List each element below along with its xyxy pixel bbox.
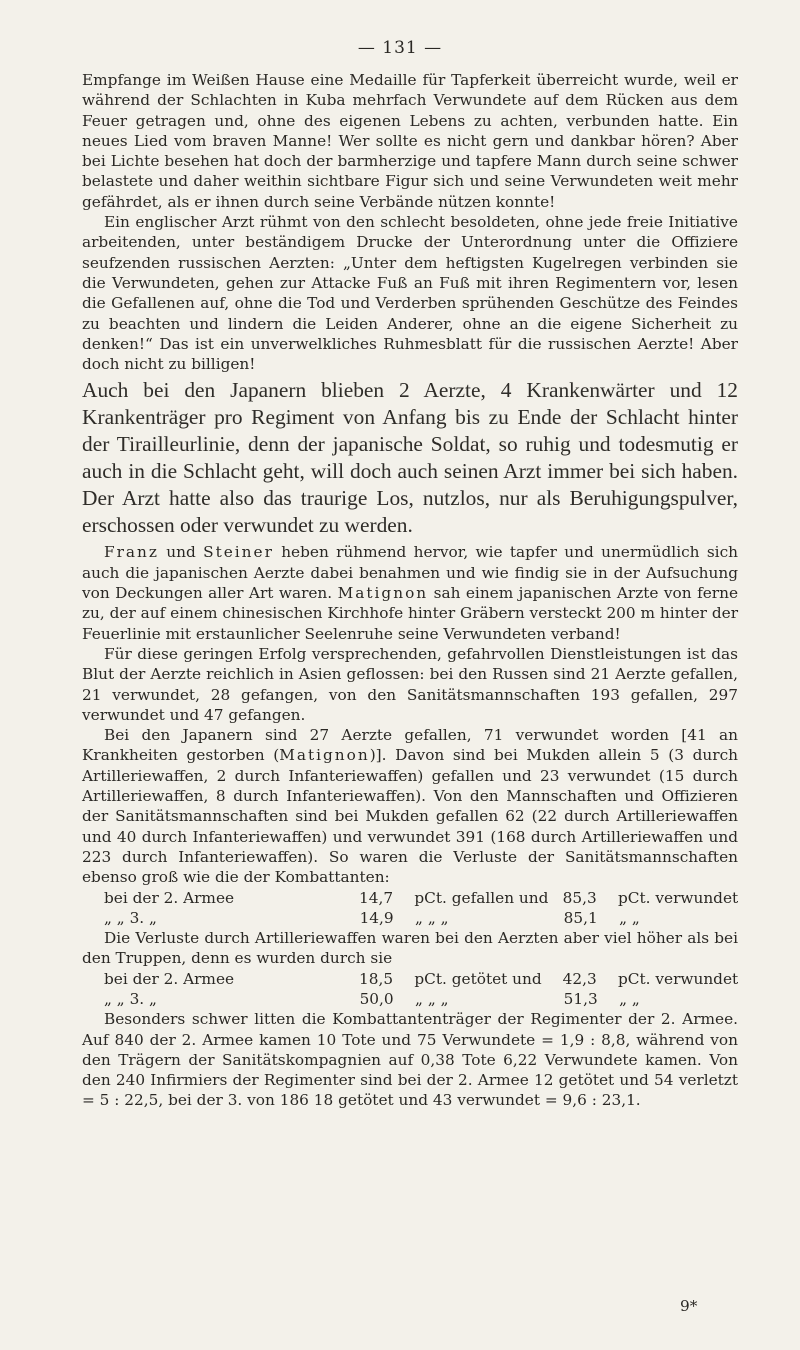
table-cell: „ „ 3. „ (104, 989, 157, 1008)
table-cell: „ „ 3. „ (104, 908, 157, 927)
paragraph-2: Ein englischer Arzt rühmt von den schlecht besoldeten, ohne jede freie Initiative arbeitenden, unter beständigem Drucke der Unterordnung unter die Offiziere seufzenden russischen Aerzten: „Unter dem heftigsten Kugelregen verbinden sie die Verwundeten, gehen zur Attacke Fuß an Fuß mit ihren Regimentern vor, lesen die Gefallenen auf, ohne die Tod und Verderben sprühenden Geschütze des Feindes zu beachten und lindern die Leiden Anderer, ohne an die eigene Sicherheit zu denken!“ Das ist ein unverwelkliches Ruhmesblatt für die russischen Aerzte! Aber doch nicht zu billigen! (82, 213, 738, 374)
author-name-matignon: Matignon (337, 584, 429, 603)
table-cell: pCt. verwundet (618, 969, 739, 988)
table-cell: 51,3 (563, 989, 598, 1008)
table-cell: pCt. verwundet (618, 888, 739, 907)
paragraph-5 (82, 725, 738, 887)
table-cell: bei der 2. Armee (104, 888, 235, 907)
table-row (82, 969, 738, 989)
losses-table-2 (82, 969, 738, 1010)
table-cell: bei der 2. Armee (104, 969, 235, 988)
paragraph-5-text-b: )]. Davon sind bei Mukden allein 5 (3 durch Artilleriewaffen, 2 durch Infanteriewaffen) gefallen und 23 verwundet (15 durch Artilleriewaffen, 8 durch Infanteriewaffen). Von den Mannschaften und Offizieren der Sanitätsmannschaften sind bei Mukden gefallen 62 (22 durch Artilleriewaffen und 40 durch Infanteriewaffen) und verwundet 391 (168 durch Artilleriewaffen und 223 durch Infanteriewaffen). So waren die Verluste der Sanitätsmannschaften ebenso groß wie die der Kombattanten: (82, 746, 738, 887)
conjunction: und (158, 543, 204, 562)
table-cell: „ „ (619, 989, 640, 1008)
table-cell: pCt. getötet und (414, 969, 542, 988)
paragraph-7: Besonders schwer litten die Kombattantenträger der Regimenter der 2. Armee. Auf 840 der 2. Armee kamen 10 Tote und 75 Verwundete = 1,9 : 8,8, während von den Trägern der Sanitätskompagnien auf 0,38 Tote 6,22 Verwundete kamen. Von den 240 Infirmiers der Regimenter sind bei der 2. Armee 12 getötet und 54 verletzt = 5 : 22,5, bei der 3. von 186 18 getötet und 43 verwundet = 9,6 : 23,1. (82, 1010, 738, 1110)
author-name-steiner: Steiner (203, 543, 274, 562)
table-cell: pCt. gefallen und (414, 888, 549, 907)
printer-signature-mark: 9* (680, 1297, 698, 1315)
paragraph-3-text-2: sah einem japanischen Arzte von ferne zu, der auf einem chinesischen Kirchhofe hinter Gräbern versteckt 200 m hinter der Feuerlinie mit erstaunlicher Seelenruhe seine Verwundeten verband! (82, 584, 739, 643)
table-cell: 14,9 (359, 908, 394, 927)
author-name-matignon-2: Matignon (279, 746, 370, 765)
table-cell: „ „ (619, 908, 640, 927)
table-cell: 14,7 (359, 888, 394, 907)
losses-table-1 (82, 888, 738, 929)
table-cell: 18,5 (359, 969, 394, 988)
paragraph-3-text: heben rühmend hervor, wie tapfer und unermüdlich sich auch die japanischen Aerzte dabei benahmen und wie findig sie in der Aufsuchung von Deckungen aller Art waren. (82, 543, 738, 603)
author-name-franz: Franz (104, 543, 159, 562)
table-cell: „ „ „ (415, 989, 449, 1008)
table-cell: 85,3 (562, 888, 597, 907)
paragraph-5-text-a: Bei den Japanern sind 27 Aerzte gefallen, 71 verwundet worden [41 an Krankheiten gestorben ( (82, 726, 738, 765)
page-body (82, 70, 738, 1111)
paragraph-1: Empfange im Weißen Hause eine Medaille für Tapferkeit überreicht wurde, weil er während der Schlachten in Kuba mehrfach Verwundete auf dem Rücken aus dem Feuer getragen und, ohne des eigenen Lebens zu achten, verbunden hatte. Ein neues Lied vom braven Manne! Wer sollte es nicht gern und dankbar hören? Aber bei Lichte besehen hat doch der barmherzige und tapfere Mann durch seine schwer belastete und daher weithin sichtbare Figur sich und seine Verwundeten weit mehr gefährdet, als er ihnen durch seine Verbände nützen konnte! (82, 71, 738, 211)
table-row (82, 888, 738, 908)
paragraph-4: Für diese geringen Erfolg versprechenden, gefahrvollen Dienstleistungen ist das Blut der Aerzte reichlich in Asien geflossen: bei den Russen sind 21 Aerzte gefallen, 21 verwundet, 28 gefangen, von den Sanitätsmannschaften 193 gefallen, 297 verwundet und 47 gefangen. (82, 644, 738, 724)
paragraph-3 (82, 542, 738, 643)
table-row (82, 908, 738, 928)
paragraph-6: Die Verluste durch Artilleriewaffen waren bei den Aerzten aber viel höher als bei den Truppen, denn es wurden durch sie (82, 929, 738, 968)
table-cell: 50,0 (359, 989, 394, 1008)
table-cell: 42,3 (562, 969, 597, 988)
large-type-paragraph: Auch bei den Japanern blieben 2 Aerzte, 4 Krankenwärter und 12 Krankenträger pro Regiment von Anfang bis zu Ende der Schlacht hinter der Tiraillеurlinie, denn der japanische Soldat, so ruhig und todesmutig er auch in die Schlacht geht, will doch auch seinen Arzt immer bei sich haben. Der Arzt hatte also das traurige Los, nutzlos, nur als Beruhigungspulver, erschossen oder verwundet zu werden. (82, 378, 738, 538)
table-cell: 85,1 (563, 908, 598, 927)
table-row (82, 989, 738, 1009)
page-number: — 131 — (357, 38, 443, 58)
table-cell: „ „ „ (415, 908, 449, 927)
